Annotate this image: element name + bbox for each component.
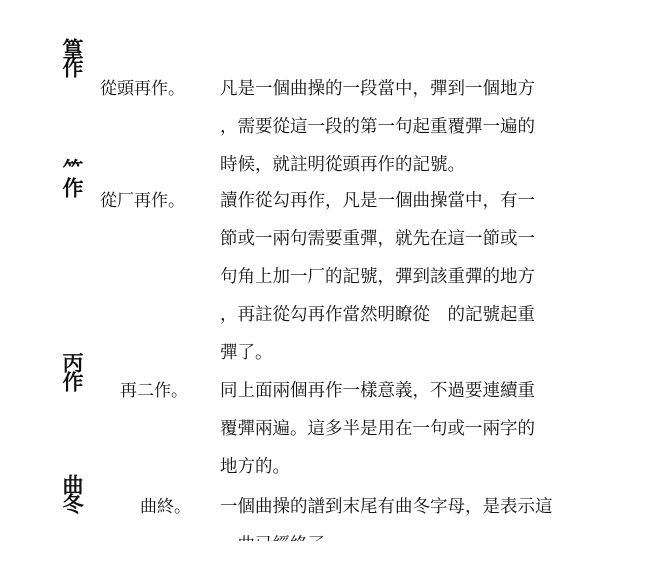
notation-symbol-repeat-from-start: 篁作	[60, 38, 85, 76]
notation-symbol-repeat-from-hook: ⺮作	[60, 158, 85, 196]
definition-line: 時候，就註明從頭再作的記號。	[220, 155, 465, 175]
definition-line: 句角上加一厂的記號，彈到該重彈的地方	[220, 267, 535, 287]
definition-line: ，需要從這一段的第一句起重覆彈一遍的	[220, 117, 535, 137]
notation-symbol-end-of-piece: 曲冬	[60, 474, 85, 512]
definition-line: 同上面兩個再作一樣意義，不過要連續重	[220, 381, 535, 401]
definition-line: 彈了。	[220, 343, 273, 363]
definition-line: 凡是一個曲操的一段當中，彈到一個地方	[220, 79, 535, 99]
definition-line: 節或一兩句需要重彈，就先在這一節或一	[220, 229, 535, 249]
page-crop-edge	[0, 541, 653, 566]
definition-line: 地方的。	[220, 457, 290, 477]
notation-symbol-repeat-twice: 丙作	[60, 352, 85, 390]
definition-line: 一個曲操的譜到末尾有曲冬字母，是表示這	[220, 497, 553, 517]
definition-line: 讀作從勾再作，凡是一個曲操當中，有一	[220, 191, 535, 211]
term-end-of-piece: 曲終。	[140, 497, 191, 517]
definition-repeat-twice	[220, 372, 600, 486]
term-repeat-twice: 再二作。	[120, 381, 188, 401]
definition-line: ，再註從勾再作當然明瞭從 的記號起重	[220, 305, 535, 325]
definition-repeat-from-start	[220, 70, 600, 184]
definition-repeat-from-hook	[220, 182, 600, 372]
term-repeat-from-hook: 從厂再作。	[100, 191, 185, 211]
definition-line: 覆彈兩遍。這多半是用在一句或一兩字的	[220, 419, 535, 439]
term-repeat-from-start: 從頭再作。	[100, 79, 185, 99]
